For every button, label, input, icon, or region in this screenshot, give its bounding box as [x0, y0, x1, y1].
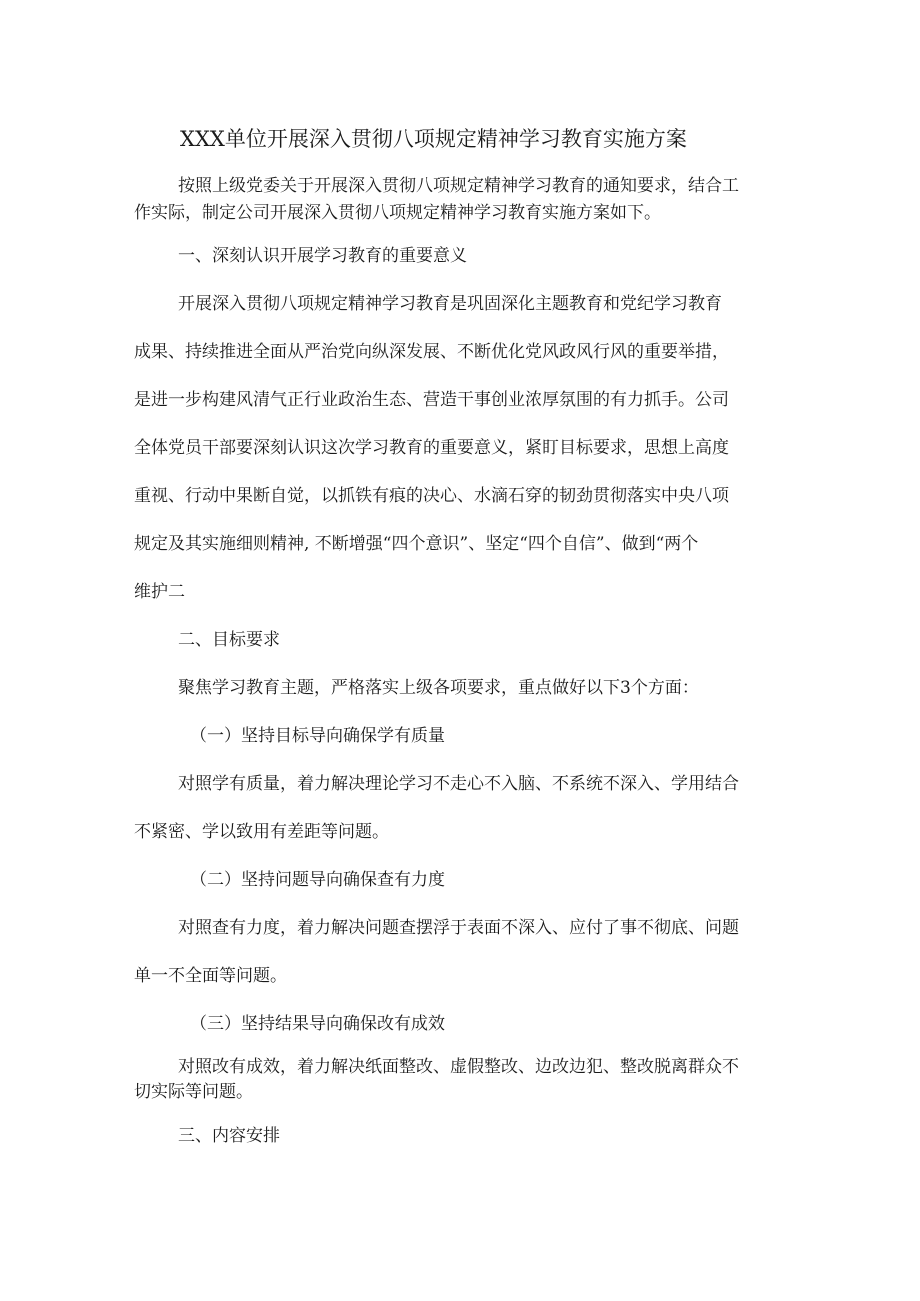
paragraph-line: 成果、持续推进全面从严治党向纵深发展、不断优化党风政风行风的重要举措， [134, 342, 729, 362]
paragraph-line: 切实际等问题。 [134, 1082, 253, 1102]
paragraph-line: 重视、行动中果断自觉，以抓铁有痕的决心、水滴石穿的韧劲贯彻落实中央八项 [134, 486, 729, 506]
subsection-heading: （一）坚持目标导向确保学有质量 [190, 726, 445, 746]
section-heading: 二、目标要求 [178, 630, 280, 650]
paragraph-line: 对照查有力度，着力解决问题查摆浮于表面不深入、应付了事不彻底、问题 [178, 918, 739, 938]
paragraph-line: 对照学有质量，着力解决理论学习不走心不入脑、不系统不深入、学用结合 [178, 774, 739, 794]
paragraph-line: 单一不全面等问题。 [134, 966, 287, 986]
section-heading: 三、内容安排 [178, 1126, 280, 1146]
section-heading: 一、深刻认识开展学习教育的重要意义 [178, 246, 467, 266]
paragraph-line: 对照改有成效，着力解决纸面整改、虚假整改、边改边犯、整改脱离群众不 [178, 1057, 739, 1077]
intro-line: 按照上级党委关于开展深入贯彻八项规定精神学习教育的通知要求，结合工 [178, 176, 739, 196]
paragraph-line: 开展深入贯彻八项规定精神学习教育是巩固深化主题教育和党纪学习教育 [178, 294, 722, 314]
document-title: XXX单位开展深入贯彻八项规定精神学习教育实施方案 [180, 127, 687, 151]
paragraph-line: 不紧密、学以致用有差距等问题。 [134, 822, 389, 842]
intro-line: 作实际，制定公司开展深入贯彻八项规定精神学习教育实施方案如下。 [134, 203, 661, 223]
paragraph-line: 全体党员干部要深刻认识这次学习教育的重要意义，紧盯目标要求，思想上高度 [134, 438, 729, 458]
paragraph-line: 维护二 [134, 582, 185, 602]
subsection-heading: （三）坚持结果导向确保改有成效 [190, 1014, 445, 1034]
paragraph-line: 是进一步构建风清气正行业政治生态、营造干事创业浓厚氛围的有力抓手。公司 [134, 390, 729, 410]
paragraph-line: 规定及其实施细则精神, 不断增强“四个意识”、坚定“四个自信”、做到“两个 [134, 534, 699, 554]
subsection-heading: （二）坚持问题导向确保查有力度 [190, 870, 445, 890]
paragraph-line: 聚焦学习教育主题，严格落实上级各项要求，重点做好以下3个方面： [178, 678, 699, 698]
